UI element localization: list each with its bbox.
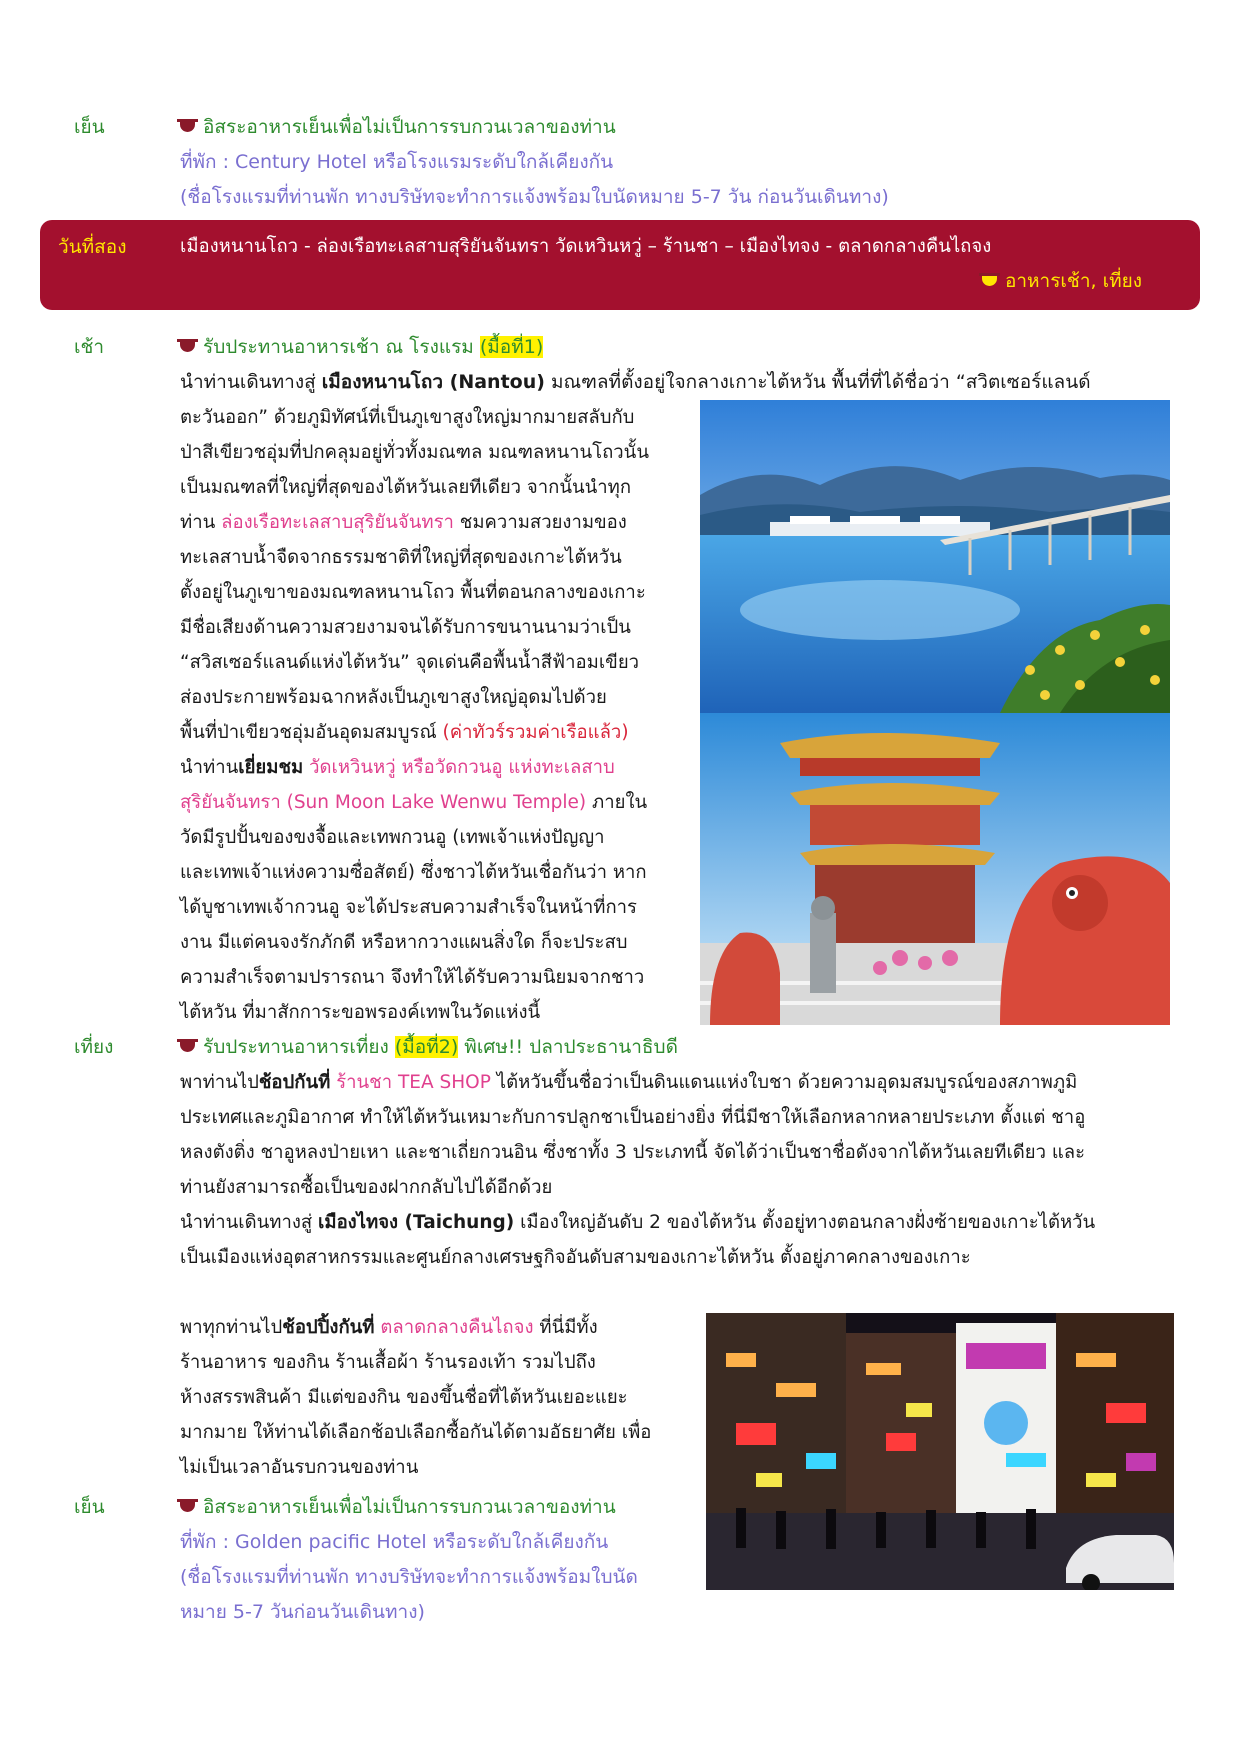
tea-shop-paragraph: พาท่านไปช้อปกันที่ ร้านชา TEA SHOP ไต้หวันขึ้นชื่อว่าเป็นดินแดนแห่งใบชา ด้วยความอุดมสมบูรณ์ของสภาพภูมิ ประเทศและภูมิอากาศ ทำให้ไต้หวันเหมาะกับการปลูกชาเป็นอย่างยิ่ง ที่นี่มีชาให้เลือกหลากหลายประเภท ตั้งแต่ ชาอู หลงตังติ่ง ชาอูหลงป่ายเหา และชาเถี่ยกวนอิน ซึ่งชาทั้ง 3 ประเภทนี้ จัดได้ว่าเป็นชาชื่อดังจากไต้หวันเลยทีเดียว และ ท่านยังสามารถซื้อเป็นของฝากกลับไปได้อีกด้วย นำท่านเดินทางสู่ เมืองไทจง (Taichung) เมืองใหญ่อันดับ 2 ของไต้หวัน ตั้งอยู่ทางตอนกลางฝั่งซ้ายของเกาะไต้หวัน เป็นเมืองแห่งอุตสาหกรรมและศูนย์กลางเศรษฐกิจอันดับสามของเกาะไต้หวัน ตั้งอยู่ภาคกลางของเกาะ (180, 1072, 1096, 1268)
dinner2-label: เย็น (74, 1496, 105, 1518)
dinner-label: เย็น (74, 116, 105, 138)
day-label: วันที่สอง (58, 236, 127, 258)
hotel2-note-2: หมาย 5-7 วันก่อนวันเดินทาง) (180, 1601, 425, 1623)
night-market-photo (706, 1313, 1174, 1590)
lunch-meal: รับประทานอาหารเที่ยง (มื้อที่2) พิเศษ!! ปลาประธานาธิบดี (180, 1030, 678, 1064)
meal-tag: (มื้อที่2) (394, 1036, 459, 1058)
nantou-paragraph: ตะวันออก” ด้วยภูมิทัศน์ที่เป็นภูเขาสูงใหญ่มากมายสลับกับ ป่าสีเขียวชอุ่มที่ปกคลุมอยู่ทั่วทั้งมณฑล มณฑลหนานโถวนั้น เป็นมณฑลที่ใหญ่ที่สุดของไต้หวันเลยทีเดียว จากนั้นนำทุก ท่าน ล่องเรือทะเลสาบสุริยันจันทรา ชมความสวยงามของ ทะเลสาบน้ำจืดจากธรรมชาติที่ใหญ่ที่สุดของเกาะไต้หวัน ตั้งอยู่ในภูเขาของมณฑลหนานโถว พื้นที่ตอนกลางของเกาะ มีชื่อเสียงด้านความสวยงามจนได้รับการขนานนามว่าเป็น “สวิสเซอร์แลนด์แห่งไต้หวัน” จุดเด่นคือพื้นน้ำสีฟ้าอมเขียว ส่องประกายพร้อมฉากหลังเป็นภูเขาสูงใหญ่อุดมไปด้วย พื้นที่ป่าเขียวชอุ่มอันอุดมสมบูรณ์ (ค่าทัวร์รวมค่าเรือแล้ว) นำท่านเยี่ยมชม วัดเหวินหวู่ หรือวัดกวนอู แห่งทะเลสาบ สุริยันจันทรา (Sun Moon Lake Wenwu Temple) ภายใน วัดมีรูปปั้นของขงจื้อและเทพกวนอู (เทพเจ้าแห่งปัญญา และเทพเจ้าแห่งความซื่อสัตย์) ซึ่งชาวไต้หวันเชื่อกันว่า หาก ได้บูชาเทพเจ้ากวนอู จะได้ประสบความสำเร็จในหน้าที่การ งาน มีแต่คนจงรักภักดี หรือหากวางแผนสิ่งใด ก็จะประสบ ความสำเร็จตามปรารถนา จึงทำให้ได้รับความนิยมจากชาว ไต้หวัน ที่มาสักการะขอพรองค์เทพในวัดแห่งนี้ (180, 407, 649, 1023)
hotel-note: (ชื่อโรงแรมที่ท่านพัก ทางบริษัทจะทำการแจ้งพร้อมใบนัดหมาย 5-7 วัน ก่อนวันเดินทาง) (180, 186, 889, 208)
nantou-intro: นำท่านเดินทางสู่ เมืองหนานโถว (Nantou) มณฑลที่ตั้งอยู่ใจกลางเกาะไต้หวัน พื้นที่ที่ได้ชื่อว่า “สวิตเซอร์แลนด์ (180, 371, 1091, 393)
lunch-label: เที่ยง (74, 1036, 114, 1058)
wenwu-temple-photo (700, 713, 1170, 1025)
morning-label: เช้า (74, 336, 105, 358)
night-market-paragraph: พาทุกท่านไปช้อปปิ้งกันที่ ตลาดกลางคืนไถจง ที่นี่มีทั้ง ร้านอาหาร ของกิน ร้านเสื้อผ้า ร้านรองเท้า รวมไปถึง ห้างสรรพสินค้า มีแต่ของกิน ของขึ้นชื่อที่ไต้หวันเยอะแยะ มากมาย ให้ท่านได้เลือกช้อปเลือกซื้อกันได้ตามอัธยาศัย เพื่อ ไม่เป็นเวลาอันรบกวนของท่าน (180, 1317, 652, 1478)
hotel2-name: ที่พัก : Golden pacific Hotel หรือระดับใกล้เคียงกัน (180, 1531, 609, 1553)
breakfast-meal: รับประทานอาหารเช้า ณ โรงแรม (มื้อที่1) (180, 330, 543, 364)
dinner-meal: อิสระอาหารเย็นเพื่อไม่เป็นการรบกวนเวลาของท่าน (180, 110, 616, 144)
dinner2-meal: อิสระอาหารเย็นเพื่อไม่เป็นการรบกวนเวลาของท่าน (180, 1490, 616, 1524)
sun-moon-lake-photo (700, 400, 1170, 713)
hotel-name: ที่พัก : Century Hotel หรือโรงแรมระดับใกล้เคียงกัน (180, 151, 614, 173)
meal-bowl-icon (982, 276, 997, 286)
meal-bowl-icon (180, 342, 195, 352)
hotel2-note-1: (ชื่อโรงแรมที่ท่านพัก ทางบริษัทจะทำการแจ้งพร้อมใบนัด (180, 1566, 638, 1588)
day-meals: อาหารเช้า, เที่ยง (982, 266, 1142, 296)
day-banner (40, 220, 1200, 310)
day-route: เมืองหนานโถว - ล่องเรือทะเลสาบสุริยันจันทรา วัดเหวินหวู่ – ร้านชา – เมืองไทจง - ตลาดกลางคืนไถจง (180, 236, 992, 257)
meal-tag: (มื้อที่1) (479, 336, 544, 358)
meal-bowl-icon (180, 1502, 195, 1512)
meal-bowl-icon (180, 1042, 195, 1052)
meal-bowl-icon (180, 122, 195, 132)
